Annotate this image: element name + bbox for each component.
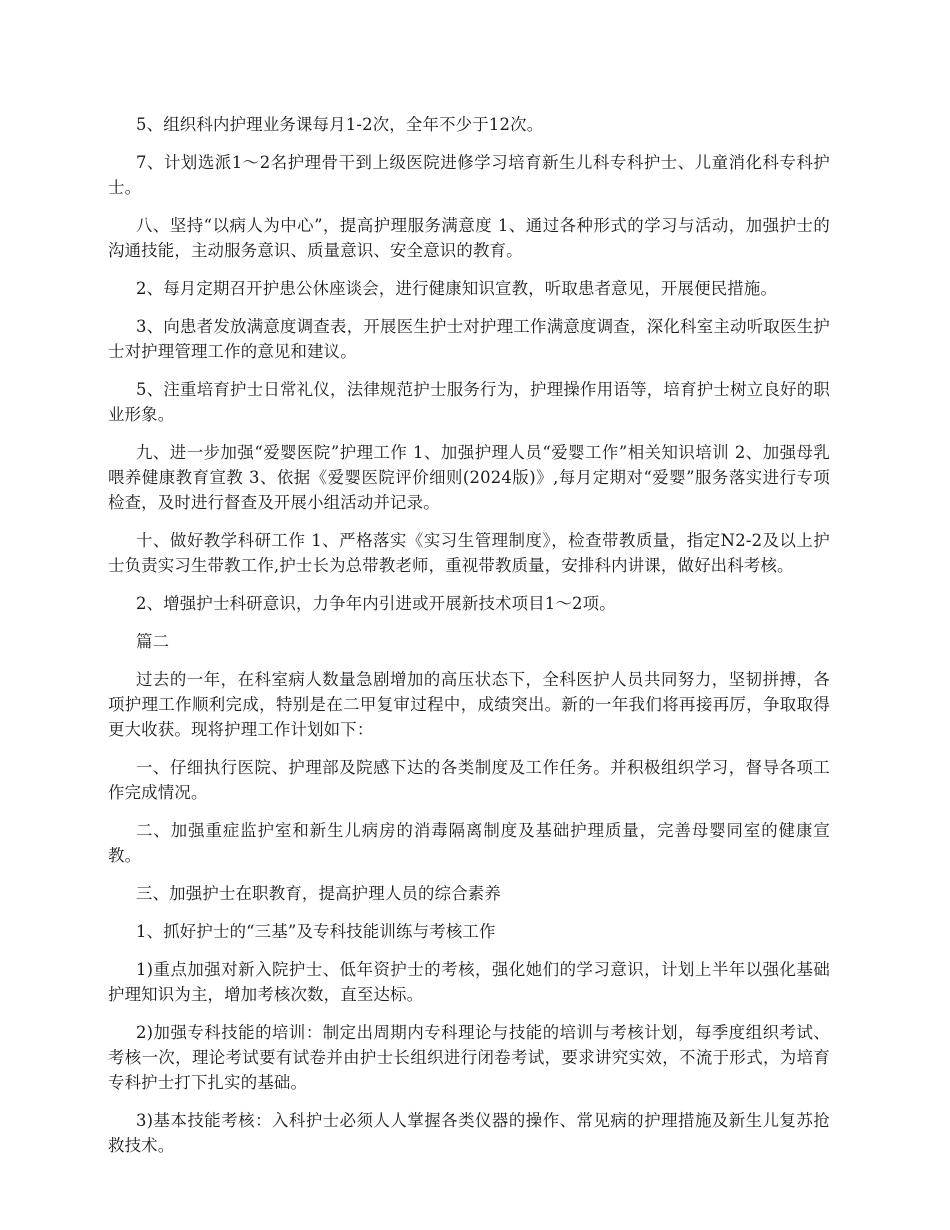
paragraph-16: 1)重点加强对新入院护士、低年资护士的考核，强化她们的学习意识，计划上半年以强化基础护理知识为主，增加考核次数，直至达标。 xyxy=(108,960,830,1004)
paragraph-18: 3)基本技能考核：入科护士必须人人掌握各类仪器的操作、常见病的护理措施及新生儿复苏抢救技术。 xyxy=(108,1111,830,1155)
section-heading-part-two: 篇二 xyxy=(136,632,170,651)
paragraph-1: 5、组织科内护理业务课每月1-2次，全年不少于12次。 xyxy=(136,115,544,134)
paragraph-2: 7、计划选派1～2名护理骨干到上级医院进修学习培育新生儿科专科护士、儿童消化科专科护士。 xyxy=(108,153,830,197)
paragraph-5: 3、向患者发放满意度调查表，开展医生护士对护理工作满意度调查，深化科室主动听取医生护士对护理管理工作的意见和建议。 xyxy=(108,317,830,361)
paragraph-3: 八、坚持“以病人为中心”，提高护理服务满意度 1、通过各种形式的学习与活动，加强护士的沟通技能，主动服务意识、质量意识、安全意识的教育。 xyxy=(108,216,830,260)
paragraph-9: 2、增强护士科研意识，力争年内引进或开展新技术项目1～2项。 xyxy=(136,594,616,613)
paragraph-17: 2)加强专科技能的培训：制定出周期内专科理论与技能的培训与考核计划，每季度组织考试、考核一次，理论考试要有试卷并由护士长组织进行闭卷考试，要求讲究实效，不流于形式，为培育专科护士打下扎实的基础。 xyxy=(108,1023,830,1092)
paragraph-4: 2、每月定期召开护患公休座谈会，进行健康知识宣教，听取患者意见，开展便民措施。 xyxy=(136,279,778,298)
paragraph-12: 一、仔细执行医院、护理部及院感下达的各类制度及工作任务。并积极组织学习，督导各项工作完成情况。 xyxy=(108,758,830,802)
paragraph-14: 三、加强护士在职教育，提高护理人员的综合素养 xyxy=(136,884,501,903)
paragraph-8: 十、做好教学科研工作 1、严格落实《实习生管理制度》，检查带教质量，指定N2-2及以上护士负责实习生带教工作,护士长为总带教老师，重视带教质量，安排科内讲课，做好出科考核。 xyxy=(108,531,830,575)
paragraph-13: 二、加强重症监护室和新生儿病房的消毒隔离制度及基础护理质量，完善母婴同室的健康宣教。 xyxy=(108,821,830,865)
paragraph-15: 1、抓好护士的“三基”及专科技能训练与考核工作 xyxy=(136,922,496,941)
paragraph-11: 过去的一年，在科室病人数量急剧增加的高压状态下，全科医护人员共同努力，坚韧拼搏，各项护理工作顺利完成，特别是在二甲复审过程中，成绩突出。新的一年我们将再接再厉，争取取得更大收获。现将护理工作计划如下： xyxy=(108,670,830,739)
paragraph-7: 九、进一步加强“爱婴医院”护理工作 1、加强护理人员“爱婴工作”相关知识培训 2、加强母乳喂养健康教育宣教 3、依据《爱婴医院评价细则(2024版)》,每月定期对“爱婴”服务落实进行专项检查，及时进行督查及开展小组活动并记录。 xyxy=(108,443,830,512)
document-body xyxy=(108,112,830,1171)
paragraph-6: 5、注重培育护士日常礼仪，法律规范护士服务行为，护理操作用语等，培育护士树立良好的职业形象。 xyxy=(108,380,830,424)
